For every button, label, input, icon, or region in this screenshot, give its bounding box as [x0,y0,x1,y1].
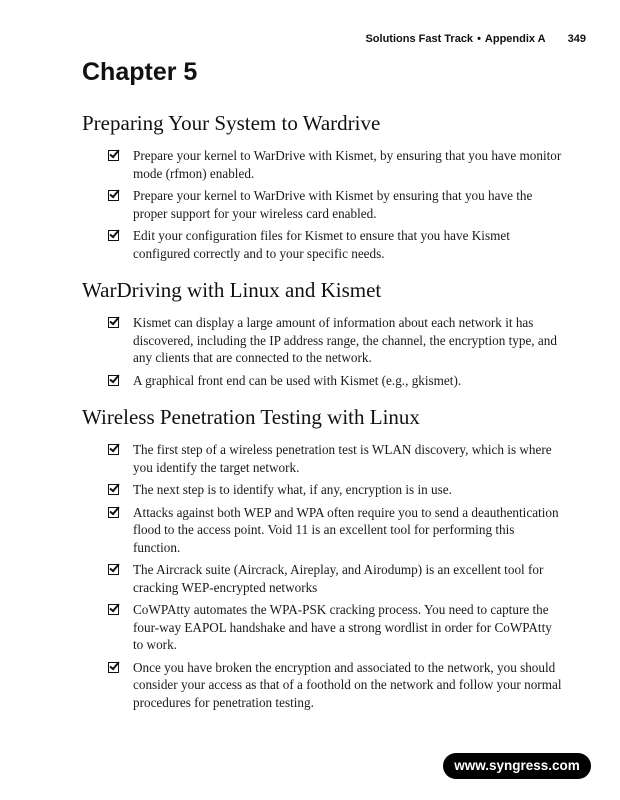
list-item-text: Kismet can display a large amount of information about each network it has discovered, including the IP address range, the channel, the encryption type, and any clients that are connected to the network. [133,315,557,365]
list-item-text: A graphical front end can be used with Kismet (e.g., gkismet). [133,372,462,388]
page-number: 349 [567,33,586,45]
checklist [82,147,562,262]
list-item [108,372,562,390]
list-item-text: Once you have broken the encryption and associated to the network, you should consider your access as that of a foothold on the network and follow your normal procedures for penetration testing. [133,659,562,710]
list-item-text: Edit your configuration files for Kismet to ensure that you have Kismet configured correctly and to your specific needs. [133,228,510,261]
header-appendix: Appendix A [484,33,546,45]
list-item-text: Attacks against both WEP and WPA often require you to send a deauthentication flood to the access point. Void 11 is an excellent tool for performing this function. [133,504,559,555]
list-item [108,481,562,499]
list-item [108,147,562,182]
chapter-title: Chapter 5 [82,58,198,86]
list-item [108,187,562,222]
list-item [108,314,562,367]
checkbox-checked-icon [108,230,119,241]
list-item-text: Prepare your kernel to WarDrive with Kismet, by ensuring that you have monitor mode (rfmon) enabled. [133,148,562,181]
list-item-text: The Aircrack suite (Aircrack, Aireplay, and Airodump) is an excellent tool for cracking WEP-encrypted networks [133,562,544,595]
page-content [82,110,562,719]
list-item [108,504,562,557]
header-separator: • [477,33,481,45]
checkbox-checked-icon [108,564,119,575]
section-wardriving-linux [82,277,562,389]
list-item-text: Prepare your kernel to WarDrive with Kismet by ensuring that you have the proper support for your wireless card enabled. [133,188,533,221]
checklist [82,441,562,711]
list-item [108,561,562,596]
website-badge: www.syngress.com [443,753,591,779]
checkbox-checked-icon [108,604,119,615]
checkbox-checked-icon [108,317,119,328]
list-item [108,441,562,476]
section-heading: Preparing Your System to Wardrive [82,111,381,135]
checkbox-checked-icon [108,150,119,161]
checkbox-checked-icon [108,190,119,201]
checkbox-checked-icon [108,375,119,386]
checkbox-checked-icon [108,507,119,518]
checkbox-checked-icon [108,484,119,495]
section-preparing-system [82,110,562,262]
list-item [108,659,562,712]
checklist [82,314,562,389]
section-penetration-testing [82,404,562,711]
checkbox-checked-icon [108,662,119,673]
header-section-title: Solutions Fast Track [365,33,474,45]
list-item-text: The next step is to identify what, if any, encryption is in use. [133,482,452,497]
list-item [108,227,562,262]
running-header [365,33,586,45]
checkbox-checked-icon [108,444,119,455]
section-heading: WarDriving with Linux and Kismet [82,278,382,302]
section-heading: Wireless Penetration Testing with Linux [82,405,420,429]
list-item [108,601,562,654]
list-item-text: CoWPAtty automates the WPA-PSK cracking process. You need to capture the four-way EAPOL handshake and have a strong wordlist in order for CoWPAtty to work. [133,602,552,652]
list-item-text: The first step of a wireless penetration test is WLAN discovery, which is where you identify the target network. [133,442,552,475]
